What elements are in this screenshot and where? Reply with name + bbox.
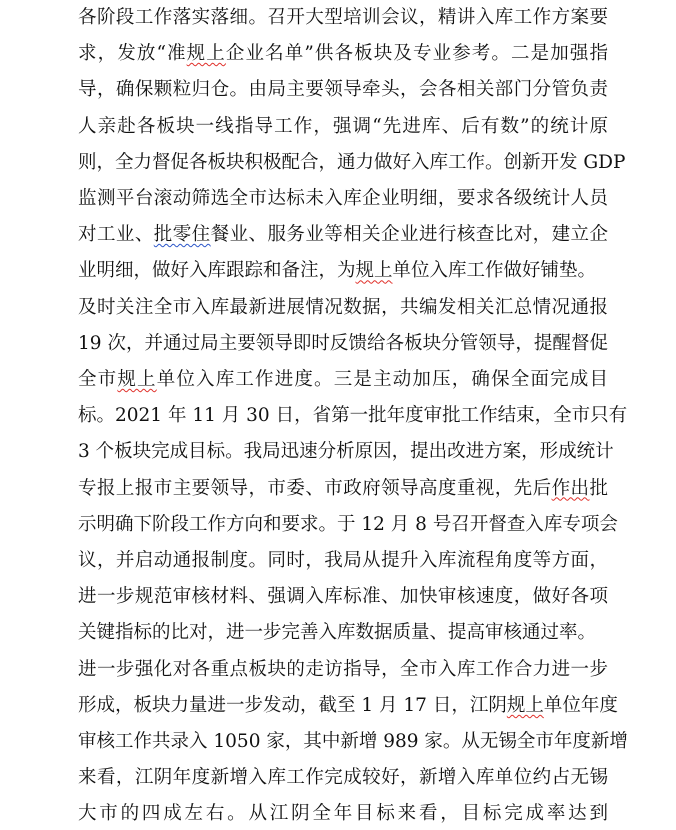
spellcheck-marked-text: 规上 xyxy=(186,43,226,65)
text-segment: 大市的四成左右。从江阴全年目标来看，目标完成率达到 xyxy=(78,803,608,825)
text-line xyxy=(78,401,628,431)
text-line xyxy=(78,691,618,721)
text-line xyxy=(78,220,608,250)
text-segment: 3 个板块完成目标。我局迅速分析原因，提出改进方案，形成统计 xyxy=(78,441,614,463)
text-line xyxy=(78,329,608,359)
text-segment: 企业名单”供各板块及专业参考。二是加强指 xyxy=(225,43,608,65)
text-line xyxy=(78,546,608,576)
spellcheck-marked-text: 规上 xyxy=(117,369,157,390)
text-line xyxy=(78,3,608,33)
text-line xyxy=(78,112,608,142)
text-segment: 各阶段工作落实落细。召开大型培训会议，精讲入库工作方案要 xyxy=(78,7,608,28)
text-segment: 专报上报市主要领导，市委、市政府领导高度重视，先后 xyxy=(78,477,552,499)
text-segment: 导，确保颗粒归仓。由局主要领导牵头，会各相关部门分管负责 xyxy=(78,79,608,101)
text-segment: 标。2021 年 11 月 30 日，省第一批年度审批工作结束，全市只有 xyxy=(78,405,628,427)
text-segment: 19 次，并通过局主要领导即时反馈给各板块分管领导，提醒督促 xyxy=(78,332,608,354)
text-segment: 监测平台滚动筛选全市达标未入库企业明细，要求各级统计人员 xyxy=(78,188,608,209)
text-line xyxy=(78,365,608,395)
text-line xyxy=(78,148,626,178)
text-segment: 则，全力督促各板块积极配合，通力做好入库工作。创新开发 GDP xyxy=(78,151,626,173)
text-line xyxy=(78,582,608,612)
grammar-marked-text: 批零住 xyxy=(153,224,211,246)
text-line xyxy=(78,75,608,105)
text-line xyxy=(78,510,618,540)
text-segment: 单位入库工作进度。三是主动加压，确保全面完成目 xyxy=(156,369,608,390)
text-segment: 单位入库工作做好铺垫。 xyxy=(392,260,597,282)
text-segment: 对工业、 xyxy=(78,224,154,246)
text-line xyxy=(78,256,608,286)
text-line xyxy=(78,618,608,648)
text-line xyxy=(78,437,614,467)
text-line xyxy=(78,39,608,69)
text-segment: 审核工作共录入 1050 家，其中新增 989 家。从无锡全市年度新增 xyxy=(78,731,628,752)
text-line xyxy=(78,293,608,323)
text-segment: 及时关注全市入库最新进展情况数据，共编发相关汇总情况通报 xyxy=(78,296,608,318)
text-line xyxy=(78,727,628,757)
text-segment: 形成，板块力量进一步发动，截至 1 月 17 日，江阴 xyxy=(78,694,507,716)
text-line xyxy=(78,474,608,504)
text-segment: 全市 xyxy=(78,369,118,390)
text-segment: 批 xyxy=(589,477,608,499)
text-segment: 餐业、服务业等相关企业进行核查比对，建立企 xyxy=(210,224,608,246)
text-segment: 单位年度 xyxy=(543,694,618,716)
text-line xyxy=(78,799,608,829)
text-segment: 求，发放“准 xyxy=(78,43,187,65)
text-segment: 关键指标的比对，进一步完善入库数据质量、提高审核通过率。 xyxy=(78,622,597,644)
text-segment: 来看，江阴年度新增入库工作完成较好，新增入库单位约占无锡 xyxy=(78,767,608,789)
text-line xyxy=(78,655,608,685)
text-segment: 进一步规范审核材料、强调入库标准、加快审核速度，做好各项 xyxy=(78,586,608,608)
text-line xyxy=(78,184,608,214)
spellcheck-marked-text: 规上 xyxy=(355,260,393,282)
text-segment: 议，并启动通报制度。同时，我局从提升入库流程角度等方面， xyxy=(78,550,608,571)
spellcheck-marked-text: 作出 xyxy=(551,477,590,499)
text-line xyxy=(78,763,608,793)
text-segment: 业明细，做好入库跟踪和备注，为 xyxy=(78,260,356,282)
text-segment: 示明确下阶段工作方向和要求。于 12 月 8 号召开督查入库专项会 xyxy=(78,513,618,535)
text-segment: 进一步强化对各重点板块的走访指导，全市入库工作合力进一步 xyxy=(78,658,608,680)
text-segment: 人亲赴各板块一线指导工作，强调“先进库、后有数”的统计原 xyxy=(78,115,608,137)
spellcheck-marked-text: 规上 xyxy=(506,694,544,716)
